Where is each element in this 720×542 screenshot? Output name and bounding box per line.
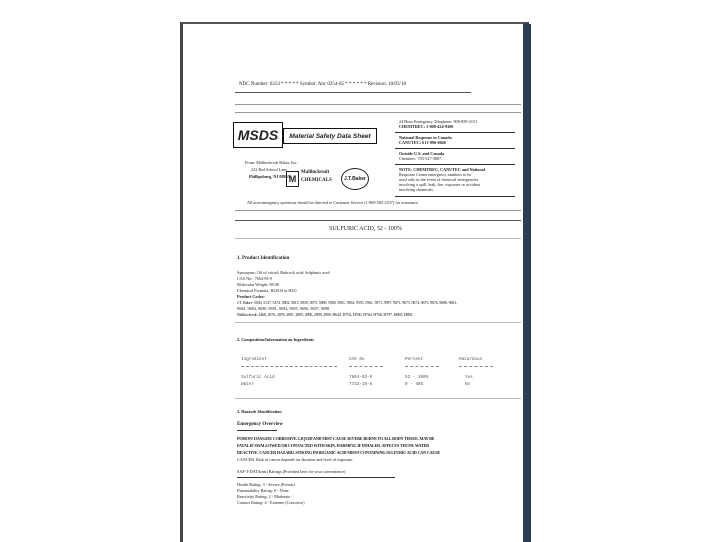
- msds-subtitle: Material Safety Data Sheet: [283, 128, 377, 144]
- molecular-weight: Molecular Weight: 98.08: [237, 282, 279, 287]
- emergency-note-2: Response Center emergency numbers to be: [399, 172, 472, 177]
- logo-rule: [235, 210, 521, 211]
- chemical-formula: Chemical Formula: H2SO4 in H2O: [237, 288, 297, 293]
- msds-logo: MSDS: [233, 122, 283, 148]
- cas-col-header: CAS No: [349, 357, 365, 362]
- hazard-text-4: CANCER. Risk of cancer depends on duration and level of exposure.: [237, 457, 354, 462]
- company-name: From: Mallinckrodt Baker, Inc.: [245, 160, 298, 165]
- emergency-divider-3: [395, 164, 515, 165]
- table-row-2-cas: 7732-18-5: [349, 382, 373, 387]
- table-row-1-hazardous: Yes: [465, 375, 473, 380]
- emergency-line-4: CANUTEC: 613-996-6666: [399, 140, 446, 145]
- contact-rating: Contact Rating: 4 - Extreme (Corrosive): [237, 500, 305, 505]
- brand-chemicals: CHEMICALS: [301, 178, 332, 183]
- ndc-header: NDC Number: 0254 * * * * * Symbol: Abc 0254-05 * * * * * * Revision: 10/03/18: [239, 82, 406, 87]
- table-dash-3: [405, 366, 439, 367]
- section-3-heading: 3. Hazards Identification: [237, 409, 282, 414]
- product-codes-3: Mallinckrodt: 2468, 2876, 2878, 2891, 2895, 2896, 2898, 2900, H644, H754, H760, H764, H766, H797, H865, H892: [237, 312, 413, 317]
- table-dash-1: [241, 366, 337, 367]
- title-rule-bottom: [235, 238, 521, 239]
- hazardous-col-header: Hazardous: [459, 357, 483, 362]
- percent-col-header: Percent: [405, 357, 424, 362]
- ingredient-col-header: Ingredient: [241, 357, 267, 362]
- table-row-2-percent: 0 - 48%: [405, 382, 424, 387]
- table-dash-2: [349, 366, 383, 367]
- overview-underline: [237, 430, 277, 431]
- emergency-divider-4: [395, 196, 515, 197]
- company-address-2: Phillipsburg, NJ 08865: [249, 174, 290, 179]
- reactivity-rating: Reactivity Rating: 2 - Moderate: [237, 494, 291, 499]
- header-rule-3: [235, 112, 521, 113]
- emergency-note-1: NOTE: CHEMTREC, CANUTEC and National: [399, 167, 485, 172]
- hazard-text-1: POISON! DANGER! CORROSIVE. LIQUID AND MIST CAUSE SEVERE BURNS TO ALL BODY TISSUE. MAY BE: [237, 436, 435, 441]
- product-codes-1: J.T. Baker: 5030, 5137, 5374, 5802, 5815, 5859, 5875, 5889, 5900, 5901, 5904, 5955, 5961, 5971, 5997, 9671, 9673, 9674, 9675, 9676, 9680, 9681,: [237, 300, 457, 305]
- emergency-note-5: involving chemicals.: [399, 187, 434, 192]
- section-2-rule: [235, 398, 521, 399]
- title-rule-top: [235, 220, 521, 221]
- table-row-2-hazardous: No: [465, 382, 471, 387]
- table-row-1-ingredient: Sulfuric Acid: [241, 375, 275, 380]
- document-page: [180, 22, 529, 542]
- emergency-line-1: 24 Hour Emergency Telephone: 908-859-2151: [399, 119, 478, 124]
- emergency-note-3: used only in the event of chemical emergencies: [399, 177, 479, 182]
- brand-mallinckrodt: Mallinckrodt: [301, 170, 330, 175]
- hazard-text-3: REACTIVE. CANCER HAZARD. STRONG INORGANIC ACID MISTS CONTAINING SULFURIC ACID CAN CAUSE: [237, 450, 440, 455]
- cas-number: CAS No.: 7664-93-9: [237, 276, 273, 281]
- emergency-overview-heading: Emergency Overview: [237, 422, 283, 427]
- company-address-1: 222 Red School Lane: [251, 167, 288, 172]
- emergency-line-3: National Response in Canada: [399, 135, 452, 140]
- table-row-2-ingredient: Water: [241, 382, 254, 387]
- hazard-text-2: FATAL IF SWALLOWED OR CONTACTED WITH SKIN. HARMFUL IF INHALED. AFFECTS TEETH. WATER: [237, 443, 429, 448]
- synonyms: Synonyms: Oil of vitriol; Babcock acid; Sulphuric acid: [237, 270, 330, 275]
- health-rating: Health Rating: 3 - Severe (Poison): [237, 482, 295, 487]
- mallinckrodt-logo-icon: M: [286, 171, 299, 187]
- emergency-divider-2: [395, 148, 515, 149]
- product-codes-2: 9682, 9684, 9690, 9691, 9694, 9695, 9696, 9697, 9698: [237, 306, 330, 311]
- product-title: SULFURIC ACID, 52 - 100%: [329, 226, 402, 232]
- emergency-line-2: CHEMTREC: 1-800-424-9300: [399, 124, 454, 129]
- table-dash-4: [459, 366, 493, 367]
- emergency-line-5: Outside U.S. and Canada: [399, 151, 445, 156]
- emergency-line-6: Chemtrec: 703-527-3887: [399, 156, 442, 161]
- emergency-divider-1: [395, 132, 515, 133]
- product-codes-label: Product Codes:: [237, 294, 265, 299]
- jtbaker-logo-icon: J.T.Baker: [341, 168, 369, 190]
- ratings-rule: [237, 477, 395, 478]
- table-row-1-percent: 52 - 100%: [405, 375, 429, 380]
- saf-t-data-label: SAF-T-DATA(tm) Ratings (Provided here for your convenience): [237, 469, 346, 474]
- section-1-rule: [235, 322, 521, 323]
- emergency-note-4: involving a spill, leak, fire, exposure or accident: [399, 182, 480, 187]
- table-row-1-cas: 7664-93-9: [349, 375, 373, 380]
- flammability-rating: Flammability Rating: 0 - None: [237, 488, 289, 493]
- section-2-heading: 2. Composition/Information on Ingredients: [237, 337, 314, 342]
- header-rule-2: [235, 104, 521, 105]
- header-rule: [235, 92, 471, 93]
- section-1-heading: 1. Product Identification: [237, 256, 290, 261]
- non-emergency-note: All non-emergency questions should be directed to Customer Service (1-800-582-2537) for assistance.: [247, 200, 420, 205]
